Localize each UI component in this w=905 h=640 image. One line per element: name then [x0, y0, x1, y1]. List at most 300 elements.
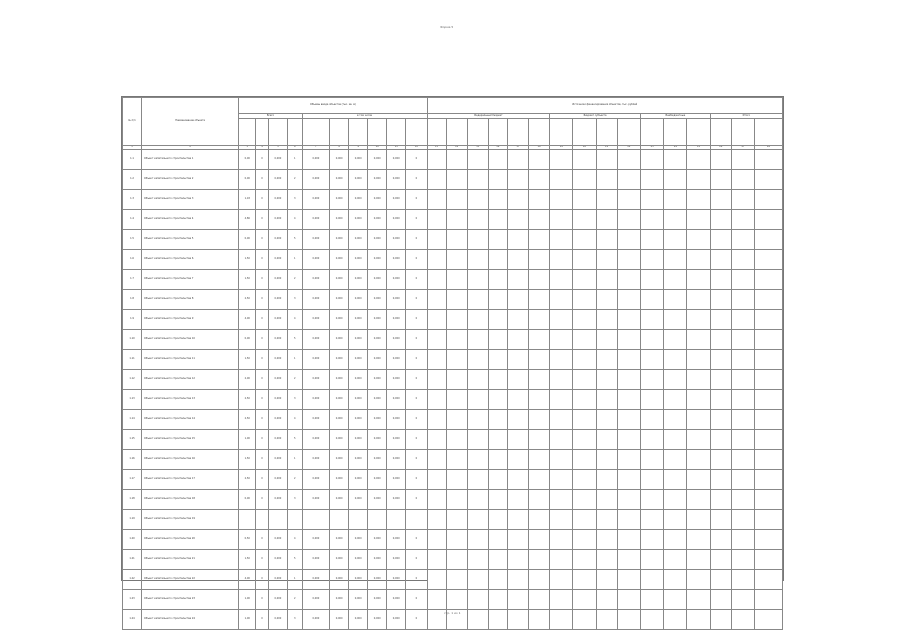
row-empty-cell	[488, 290, 507, 310]
row-empty-cell	[488, 350, 507, 370]
row-empty-cell	[731, 290, 754, 310]
col-index-cell: 13	[427, 146, 446, 150]
row-empty-cell	[528, 490, 549, 510]
row-empty-cell	[755, 490, 783, 510]
row-value: 3	[287, 490, 302, 510]
row-value: 0,000	[349, 250, 368, 270]
row-empty-cell	[507, 410, 528, 430]
row-empty-cell	[573, 150, 596, 170]
row-empty-cell	[596, 350, 617, 370]
row-empty-cell	[507, 510, 528, 530]
row-value: 0,000	[349, 490, 368, 510]
row-value: 5	[287, 330, 302, 350]
row-empty-cell	[617, 410, 640, 430]
row-value: 0	[406, 590, 427, 610]
row-empty-cell	[446, 310, 467, 330]
row-value: 5	[287, 550, 302, 570]
row-empty-cell	[507, 150, 528, 170]
row-empty-cell	[507, 190, 528, 210]
row-empty-cell	[755, 210, 783, 230]
sub-col-header	[507, 119, 528, 146]
row-value: 0,000	[330, 450, 349, 470]
row-empty-cell	[446, 270, 467, 290]
row-empty-cell	[687, 550, 710, 570]
table-row	[123, 370, 783, 390]
row-empty-cell	[664, 290, 687, 310]
row-empty-cell	[710, 210, 731, 230]
row-empty-cell	[617, 490, 640, 510]
row-empty-cell	[427, 350, 446, 370]
row-empty-cell	[427, 150, 446, 170]
row-number: 1.2	[123, 170, 142, 190]
row-value	[330, 510, 349, 530]
row-empty-cell	[528, 210, 549, 230]
sub-col-header	[268, 119, 287, 146]
row-object-name: Объект капитального строительства 1	[142, 150, 239, 170]
row-value: 0,000	[387, 490, 406, 510]
row-value: 0,000	[302, 250, 329, 270]
row-value: 0,000	[302, 390, 329, 410]
row-empty-cell	[427, 590, 446, 610]
row-empty-cell	[755, 250, 783, 270]
row-value: 0,000	[387, 190, 406, 210]
row-empty-cell	[710, 430, 731, 450]
row-empty-cell	[640, 570, 663, 590]
row-value: 0,000	[268, 610, 287, 630]
table-row	[123, 570, 783, 590]
row-empty-cell	[467, 270, 488, 290]
row-empty-cell	[731, 170, 754, 190]
row-object-name: Объект капитального строительства 10	[142, 330, 239, 350]
row-value: 0	[256, 190, 269, 210]
row-empty-cell	[573, 510, 596, 530]
row-empty-cell	[488, 530, 507, 550]
row-value: 0	[406, 270, 427, 290]
sub-header: Внебюджетные	[640, 114, 710, 119]
row-empty-cell	[664, 250, 687, 270]
row-empty-cell	[664, 530, 687, 550]
row-number: 1.18	[123, 490, 142, 510]
row-value: 0,000	[387, 330, 406, 350]
row-empty-cell	[550, 290, 573, 310]
row-empty-cell	[488, 330, 507, 350]
row-empty-cell	[550, 390, 573, 410]
row-empty-cell	[640, 370, 663, 390]
row-empty-cell	[710, 610, 731, 630]
row-empty-cell	[596, 510, 617, 530]
row-empty-cell	[573, 170, 596, 190]
col-num-header: № п/п	[123, 98, 142, 146]
row-empty-cell	[687, 470, 710, 490]
row-empty-cell	[596, 570, 617, 590]
col-index-cell: 8	[330, 146, 349, 150]
row-empty-cell	[446, 350, 467, 370]
row-empty-cell	[573, 530, 596, 550]
row-empty-cell	[550, 510, 573, 530]
row-value: 0	[256, 250, 269, 270]
row-value: 0,000	[268, 430, 287, 450]
row-empty-cell	[640, 610, 663, 630]
row-empty-cell	[710, 170, 731, 190]
row-value: 4	[287, 530, 302, 550]
row-number: 1.15	[123, 430, 142, 450]
row-empty-cell	[710, 370, 731, 390]
row-value: 0,000	[330, 270, 349, 290]
row-value: 0,000	[330, 150, 349, 170]
row-empty-cell	[596, 250, 617, 270]
row-empty-cell	[528, 230, 549, 250]
row-empty-cell	[573, 190, 596, 210]
row-empty-cell	[596, 410, 617, 430]
row-empty-cell	[755, 430, 783, 450]
row-value: 0,000	[387, 230, 406, 250]
row-value: 0,000	[268, 490, 287, 510]
row-value	[302, 510, 329, 530]
row-empty-cell	[596, 210, 617, 230]
row-empty-cell	[687, 590, 710, 610]
row-value: 1,50	[239, 250, 256, 270]
row-value: 1,00	[239, 590, 256, 610]
row-value: 0,000	[368, 150, 387, 170]
row-object-name: Объект капитального строительства 14	[142, 410, 239, 430]
row-value: 2	[287, 590, 302, 610]
row-value: 0,00	[239, 230, 256, 250]
sub-col-header	[596, 119, 617, 146]
table-row	[123, 190, 783, 210]
row-empty-cell	[596, 370, 617, 390]
row-value: 0,000	[330, 430, 349, 450]
row-empty-cell	[640, 210, 663, 230]
row-empty-cell	[446, 150, 467, 170]
row-value: 0,50	[239, 530, 256, 550]
sub-col-header	[330, 119, 349, 146]
row-value: 0,000	[302, 330, 329, 350]
row-value: 0,000	[368, 450, 387, 470]
row-number: 1.21	[123, 550, 142, 570]
row-value: 0,000	[330, 610, 349, 630]
row-object-name: Объект капитального строительства 15	[142, 430, 239, 450]
row-empty-cell	[507, 430, 528, 450]
row-value: 2	[287, 470, 302, 490]
row-empty-cell	[664, 470, 687, 490]
row-empty-cell	[664, 490, 687, 510]
row-value: 0,000	[368, 390, 387, 410]
row-value: 0	[406, 310, 427, 330]
report-table	[122, 97, 783, 630]
row-value: 0,00	[239, 330, 256, 350]
row-empty-cell	[550, 590, 573, 610]
row-empty-cell	[528, 290, 549, 310]
row-empty-cell	[617, 470, 640, 490]
row-empty-cell	[488, 210, 507, 230]
row-value	[287, 510, 302, 530]
col-index-cell: 16	[488, 146, 507, 150]
row-value: 0,000	[330, 550, 349, 570]
row-value: 4	[287, 410, 302, 430]
row-value: 0,000	[349, 310, 368, 330]
col-index-cell: 19	[550, 146, 573, 150]
row-empty-cell	[446, 250, 467, 270]
row-empty-cell	[640, 510, 663, 530]
row-value: 0,000	[368, 290, 387, 310]
row-value: 0,000	[387, 570, 406, 590]
row-empty-cell	[687, 270, 710, 290]
row-value: 0,000	[349, 170, 368, 190]
row-number: 1.5	[123, 230, 142, 250]
row-empty-cell	[427, 530, 446, 550]
row-value	[406, 510, 427, 530]
col-name-header: Наименование объекта	[142, 98, 239, 146]
row-object-name: Объект капитального строительства 5	[142, 230, 239, 250]
row-empty-cell	[446, 590, 467, 610]
sub-col-header	[528, 119, 549, 146]
row-number: 1.11	[123, 350, 142, 370]
row-empty-cell	[528, 430, 549, 450]
row-value: 3	[287, 190, 302, 210]
row-value: 0,000	[268, 230, 287, 250]
row-empty-cell	[710, 330, 731, 350]
row-empty-cell	[617, 570, 640, 590]
row-value: 0,000	[268, 330, 287, 350]
row-empty-cell	[507, 330, 528, 350]
row-value: 0,00	[239, 490, 256, 510]
row-empty-cell	[710, 250, 731, 270]
table-row	[123, 490, 783, 510]
row-value: 0,000	[302, 470, 329, 490]
row-empty-cell	[550, 350, 573, 370]
table-row	[123, 270, 783, 290]
row-empty-cell	[596, 450, 617, 470]
row-empty-cell	[664, 310, 687, 330]
row-empty-cell	[427, 190, 446, 210]
row-empty-cell	[596, 550, 617, 570]
row-empty-cell	[507, 470, 528, 490]
row-number: 1.16	[123, 450, 142, 470]
row-object-name: Объект капитального строительства 16	[142, 450, 239, 470]
col-index-cell: 24	[664, 146, 687, 150]
row-empty-cell	[640, 490, 663, 510]
row-value: 2,00	[239, 370, 256, 390]
col-index-cell: 6	[287, 146, 302, 150]
row-value: 0,000	[368, 570, 387, 590]
row-empty-cell	[596, 470, 617, 490]
row-empty-cell	[488, 410, 507, 430]
row-empty-cell	[687, 510, 710, 530]
row-empty-cell	[596, 170, 617, 190]
row-empty-cell	[617, 210, 640, 230]
row-empty-cell	[755, 450, 783, 470]
row-empty-cell	[731, 250, 754, 270]
row-empty-cell	[617, 590, 640, 610]
row-empty-cell	[488, 270, 507, 290]
row-value: 0,000	[368, 310, 387, 330]
row-empty-cell	[664, 510, 687, 530]
row-empty-cell	[640, 410, 663, 430]
col-index-cell: 28	[755, 146, 783, 150]
col-index-cell: 2	[142, 146, 239, 150]
row-empty-cell	[687, 570, 710, 590]
row-value: 0,000	[368, 190, 387, 210]
row-empty-cell	[731, 370, 754, 390]
row-value: 0	[256, 150, 269, 170]
row-empty-cell	[550, 250, 573, 270]
row-empty-cell	[710, 270, 731, 290]
row-empty-cell	[617, 450, 640, 470]
row-value: 0,000	[302, 290, 329, 310]
row-empty-cell	[528, 550, 549, 570]
row-value: 4	[287, 310, 302, 330]
row-value: 0,000	[368, 210, 387, 230]
row-empty-cell	[687, 350, 710, 370]
row-number: 1.20	[123, 530, 142, 550]
row-value: 4,00	[239, 310, 256, 330]
table-row	[123, 250, 783, 270]
row-empty-cell	[528, 410, 549, 430]
row-value: 0,000	[368, 430, 387, 450]
row-value: 0,000	[268, 590, 287, 610]
row-empty-cell	[573, 290, 596, 310]
row-empty-cell	[507, 530, 528, 550]
col-index-cell: 7	[302, 146, 329, 150]
row-value: 1,50	[239, 550, 256, 570]
row-empty-cell	[664, 590, 687, 610]
row-number: 1.17	[123, 470, 142, 490]
table-row	[123, 470, 783, 490]
row-number: 1.24	[123, 610, 142, 630]
row-object-name: Объект капитального строительства 8	[142, 290, 239, 310]
row-empty-cell	[596, 610, 617, 630]
row-empty-cell	[427, 410, 446, 430]
row-value: 0,000	[302, 370, 329, 390]
row-empty-cell	[507, 210, 528, 230]
row-value: 0,000	[368, 530, 387, 550]
sub-header: Всего	[239, 114, 302, 119]
row-value: 0,000	[387, 530, 406, 550]
row-value: 0,000	[302, 490, 329, 510]
row-empty-cell	[467, 490, 488, 510]
row-empty-cell	[755, 270, 783, 290]
row-empty-cell	[664, 450, 687, 470]
row-empty-cell	[664, 570, 687, 590]
row-empty-cell	[617, 290, 640, 310]
row-empty-cell	[664, 270, 687, 290]
row-empty-cell	[731, 490, 754, 510]
row-empty-cell	[467, 150, 488, 170]
row-empty-cell	[467, 190, 488, 210]
row-empty-cell	[488, 190, 507, 210]
row-empty-cell	[640, 330, 663, 350]
row-empty-cell	[528, 470, 549, 490]
row-empty-cell	[731, 150, 754, 170]
row-empty-cell	[528, 170, 549, 190]
row-empty-cell	[617, 310, 640, 330]
row-empty-cell	[427, 370, 446, 390]
row-value: 0,000	[387, 470, 406, 490]
row-empty-cell	[550, 370, 573, 390]
sub-col-header	[446, 119, 467, 146]
col-index-cell: 1	[123, 146, 142, 150]
row-empty-cell	[550, 270, 573, 290]
row-value: 0	[256, 570, 269, 590]
row-empty-cell	[731, 510, 754, 530]
row-empty-cell	[640, 250, 663, 270]
row-empty-cell	[731, 190, 754, 210]
row-value: 0,000	[387, 270, 406, 290]
row-empty-cell	[467, 550, 488, 570]
row-empty-cell	[550, 450, 573, 470]
row-empty-cell	[507, 450, 528, 470]
row-empty-cell	[507, 610, 528, 630]
row-value: 0,000	[368, 470, 387, 490]
row-value: 0,000	[330, 190, 349, 210]
row-empty-cell	[507, 370, 528, 390]
row-empty-cell	[507, 170, 528, 190]
row-empty-cell	[617, 430, 640, 450]
row-empty-cell	[640, 350, 663, 370]
row-value: 0,00	[239, 150, 256, 170]
row-empty-cell	[427, 270, 446, 290]
row-value: 0	[256, 450, 269, 470]
row-value: 0,000	[302, 350, 329, 370]
row-value: 0,000	[302, 450, 329, 470]
row-empty-cell	[488, 390, 507, 410]
row-empty-cell	[617, 150, 640, 170]
row-empty-cell	[528, 190, 549, 210]
row-number: 1.7	[123, 270, 142, 290]
row-empty-cell	[617, 550, 640, 570]
row-empty-cell	[710, 150, 731, 170]
row-value: 0,000	[268, 370, 287, 390]
row-empty-cell	[446, 450, 467, 470]
row-empty-cell	[617, 610, 640, 630]
row-value: 0,000	[349, 570, 368, 590]
row-empty-cell	[640, 190, 663, 210]
row-value: 0,000	[302, 430, 329, 450]
row-empty-cell	[573, 310, 596, 330]
row-empty-cell	[731, 550, 754, 570]
row-value: 4	[287, 210, 302, 230]
table-row	[123, 290, 783, 310]
row-value: 2,50	[239, 390, 256, 410]
row-empty-cell	[687, 610, 710, 630]
row-value: 0,000	[349, 350, 368, 370]
row-value: 0,000	[330, 390, 349, 410]
row-empty-cell	[755, 170, 783, 190]
row-value: 0	[406, 150, 427, 170]
row-empty-cell	[731, 450, 754, 470]
row-value: 0,000	[349, 450, 368, 470]
row-value: 1	[287, 350, 302, 370]
row-empty-cell	[755, 230, 783, 250]
row-number: 1.10	[123, 330, 142, 350]
col-index-cell: 23	[640, 146, 663, 150]
row-value: 0,000	[349, 370, 368, 390]
header-mark: Форма 5	[440, 25, 454, 29]
row-empty-cell	[446, 530, 467, 550]
row-empty-cell	[467, 510, 488, 530]
row-value: 0,000	[387, 250, 406, 270]
sub-header: Бюджет субъекта	[550, 114, 641, 119]
sub-col-header	[368, 119, 387, 146]
row-value: 0,000	[330, 530, 349, 550]
row-empty-cell	[687, 450, 710, 470]
row-value: 0	[406, 550, 427, 570]
row-empty-cell	[446, 490, 467, 510]
row-empty-cell	[640, 150, 663, 170]
row-empty-cell	[573, 330, 596, 350]
col-index-cell: 9	[349, 146, 368, 150]
row-value: 0,000	[268, 250, 287, 270]
